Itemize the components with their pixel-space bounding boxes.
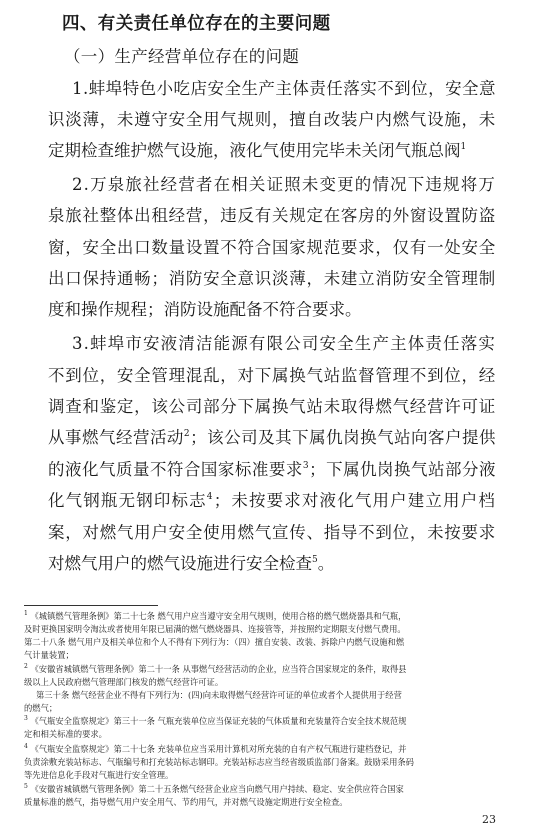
footnote-2-cont: 级以上人民政府燃气管理部门核发的燃气经营许可证。	[24, 677, 224, 687]
para1-line-1: 1.蚌埠特色小吃店安全生产主体责任落实不到位，安全意	[72, 79, 496, 98]
para2-line-5: 度和操作规程；消防设施配备不符合要求。	[48, 300, 362, 319]
para2-line-1: 2.万泉旅社经营者在相关证照未变更的情况下违规将万	[72, 175, 496, 194]
footnote-2-cont: 的燃气；	[24, 703, 58, 713]
para3-line-1: 3.蚌埠市安液清洁能源有限公司安全生产主体责任落实	[72, 334, 496, 353]
para3-line-6: 化气钢瓶无钢印标志$^4$；未按要求对液化气用户建立用户档	[48, 491, 496, 510]
footnote-1-cont: 及时更换国家明令淘汰或者使用年限已届满的燃气燃烧器具、连接管等，并按照约定期限支付燃气费用。	[24, 624, 406, 634]
footnote-ref-2[interactable]: 2	[183, 429, 191, 439]
section-heading: 四、有关责任单位存在的主要问题	[62, 14, 331, 34]
subsection-heading: （一）生产经营单位存在的问题	[64, 47, 300, 66]
para3-line-3: 调查和鉴定，该公司部分下属换气站未取得燃气经营许可证	[48, 397, 496, 416]
footnote-1-cont: 气计量装置；	[24, 650, 74, 660]
footnote-ref-3[interactable]: 3	[302, 461, 310, 471]
footnote-2: $^2$ 《安徽省城镇燃气管理条例》第二十一条 从事燃气经营活动的企业，应当符合国家规定的条件，取得县	[24, 663, 407, 674]
footnote-5: $^5$ 《安徽省城镇燃气管理条例》第二十五条燃气经营企业应当向燃气用户持续、稳定、安全供应符合国家	[24, 783, 404, 794]
para3-line-8: 对燃气用户的燃气设施进行安全检查$^5$。	[48, 554, 335, 573]
footnote-ref-4[interactable]: 4	[206, 492, 214, 502]
footnote-1-cont: 第二十八条 燃气用户及相关单位和个人不得有下列行为：（四）擅自安装、改装、拆除户内燃气设施和燃	[24, 637, 405, 647]
para3-line-2: 不到位，安全管理混乱，对下属换气站监督管理不到位，经	[48, 366, 496, 385]
para2-line-3: 窗，安全出口数量设置不符合国家规范要求，仅有一处安全	[48, 238, 496, 257]
para3-line-4: 从事燃气经营活动$^2$；该公司及其下属仇岗换气站向客户提供	[48, 428, 496, 447]
para3-line-7: 案，对燃气用户安全使用燃气宣传、指导不到位，未按要求	[48, 523, 496, 542]
para3-line-5: 的液化气质量不符合国家标准要求$^3$；下属仇岗换气站部分液	[48, 460, 496, 479]
page-number: 23	[482, 813, 496, 826]
footnote-4: $^4$ 《气瓶安全监察规定》第二十七条 充装单位应当采用计算机对所充装的自有产权气瓶进行建档登记，并	[24, 743, 407, 754]
para1-line-3: 定期检查维护燃气设施，液化气使用完毕未关闭气瓶总阀$^1$	[48, 141, 467, 160]
footnote-4-cont: 负责涂敷充装站标志、气瓶编号和打充装站标志钢印。充装站标志应当经省级质监部门备案。鼓励采用条码	[24, 757, 414, 767]
footnote-5-cont: 质量标准的燃气，指导燃气用户安全用气、节约用气，并对燃气设施定期进行安全检查。	[24, 797, 348, 807]
footnote-1: $^1$ 《城镇燃气管理条例》第二十七条 燃气用户应当遵守安全用气规则，使用合格的燃气燃烧器具和气瓶，	[24, 610, 407, 621]
para2-line-4: 出口保持通畅；消防安全意识淡薄，未建立消防安全管理制	[48, 269, 496, 288]
footnote-2-cont: 第三十条 燃气经营企业不得有下列行为：(四)向未取得燃气经营许可证的单位或者个人提供用于经营	[36, 690, 402, 700]
footnote-3-cont: 定和相关标准的要求。	[24, 729, 107, 739]
footnote-ref-5[interactable]: 5	[312, 555, 318, 565]
footnote-3: $^3$ 《气瓶安全监察规定》第三十一条 气瓶充装单位应当保证充装的气体质量和充装量符合安全技术规范规	[24, 715, 407, 726]
footnote-4-cont: 等先进信息化手段对气瓶进行安全管理。	[24, 770, 174, 780]
para2-line-2: 泉旅社整体出租经营，违反有关规定在客房的外窗设置防盗	[48, 206, 496, 225]
para1-line-2: 识淡薄，未遵守安全用气规则，擅自改装户内燃气设施，未	[48, 110, 496, 129]
footnote-ref-1[interactable]: 1	[460, 142, 467, 152]
footnote-separator	[24, 605, 158, 606]
